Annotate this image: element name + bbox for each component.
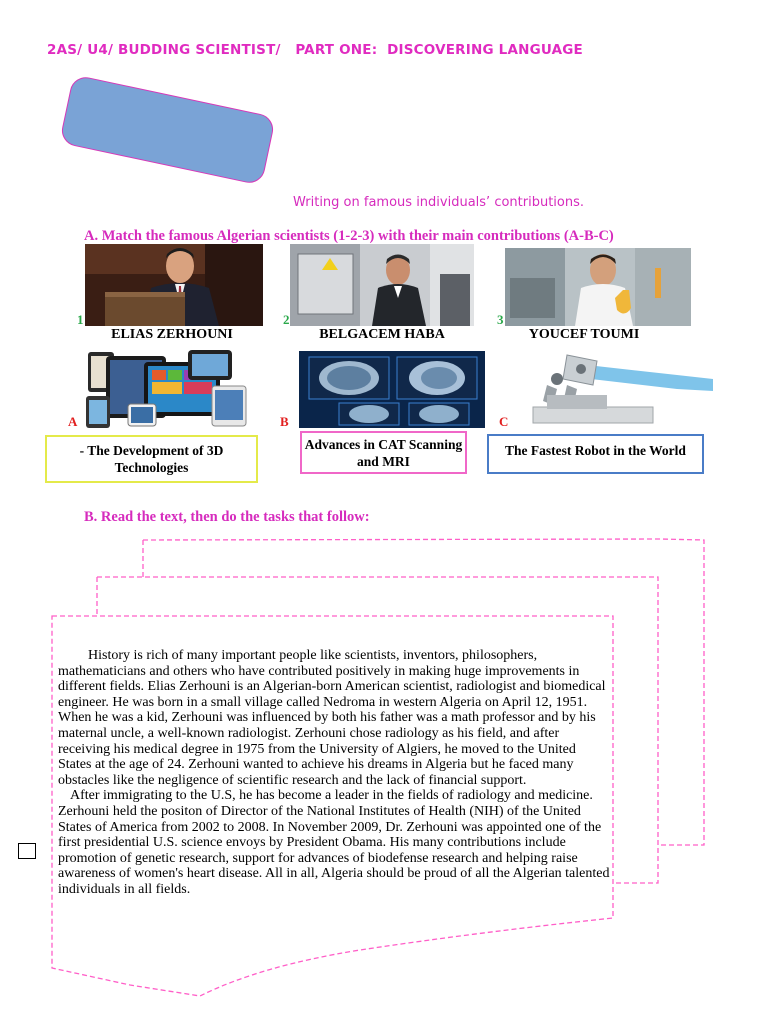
contribution-text-b: Advances in CAT Scanning and MRI [304,436,463,469]
contribution-letter-c: C [499,414,509,429]
scientist-number-1: 1 [77,312,84,327]
contribution-text-c: The Fastest Robot in the World [505,443,686,458]
section-a-title: A. Match the famous Algerian scientists (1-2-3) with their main contributions (A-B-C) [84,228,614,244]
reading-passage [58,648,610,898]
scientist-name-1: ELIAS ZERHOUNI [111,327,233,342]
reading-paragraph-1: History is rich of many important people like scientists, inventors, philosophers, mathematicians and others who have contributed positively in making huge improvements in different fields. Elias Zerhouni is an Algerian-born American scientist, radiologist and biomedical engineer. He was born in a small village called Nedroma in western Algeria on April 12, 1951. When he was a kid, Zerhouni was influenced by both his father was a math professor and by his maternal uncle, a well-known radiologist. Zerhouni chose radiology as his field, and after receiving his medical degree in 1975 from the University of Algiers, he moved to the United States at the age of 24. Zerhouni wanted to achieve his dreams in Algeria but he faced many obstacles like the negligence of scientific research and the lack of financial support. [58,648,606,788]
scientist-name-2: BELGACEM HABA [319,327,445,342]
scientist-name-3: YOUCEF TOUMI [528,327,640,342]
section-b-title: B. Read the text, then do the tasks that follow: [84,509,370,525]
reading-paragraph-2: After immigrating to the U.S, he has become a leader in the fields of radiology and medicine. Zerhouni held the positon of Director of the National Institutes of Health (NIH) of the United States of America from 2002 to 2008. In November 2009, Dr. Zerhouni was appointed one of the first presidential U.S. science envoys by President Obama. His many contributions include promotion of genetic research, support for advances of biodefense research and helping raise awareness of women's heart disease. All in all, Algeria should be proud of all the Algerian talented individuals in all fields. [58,788,610,897]
scientist-number-2: 2 [283,312,290,327]
contribution-letter-b: B [280,414,289,429]
worksheet-header: 2AS/ U4/ BUDDING SCIENTIST/ PART ONE: DISCOVERING LANGUAGE [47,42,583,58]
empty-square-checkbox[interactable] [18,843,36,859]
worksheet-subtitle: Writing on famous individuals’ contributions. [293,195,585,210]
contribution-text-a: - The Development of 3D Technologies [79,443,224,475]
contribution-letter-a: A [68,414,78,429]
scientist-number-3: 3 [497,312,504,327]
